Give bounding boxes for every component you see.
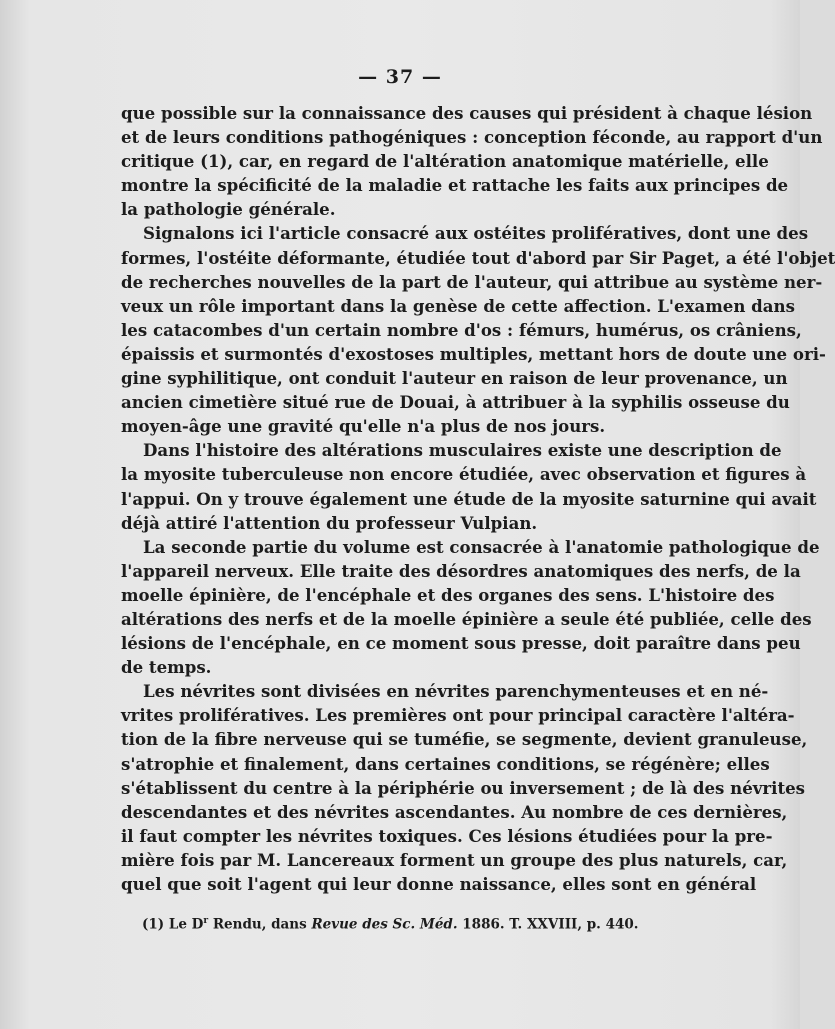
page-number: — 37 — (358, 66, 442, 88)
text-line: critique (1), car, en regard de l'altération anatomique matérielle, elle (121, 151, 769, 172)
text-line: moelle épinière, de l'encéphale et des organes des sens. L'histoire des (121, 584, 775, 605)
footnote-marker: (1) (142, 916, 165, 933)
text-line: quel que soit l'agent qui leur donne naissance, elles sont en général (121, 874, 757, 894)
text-line: épaissis et surmontés d'exostoses multiples, mettant hors de doute une ori- (121, 343, 826, 364)
text-line: il faut compter les névrites toxiques. Ces lésions étudiées pour la pre- (121, 825, 773, 846)
text-line: altérations des nerfs et de la moelle épinière a seule été publiée, celle des (121, 608, 812, 629)
text-line: descendantes et des névrites ascendantes. Au nombre de ces dernières, (121, 801, 788, 822)
text-line: déjà attiré l'attention du professeur Vulpian. (121, 512, 538, 533)
text-line: Signalons ici l'article consacré aux ostéites prolifératives, dont une des (143, 223, 809, 244)
paragraph (121, 679, 808, 896)
footnote-author: Rendu (212, 916, 262, 933)
text-line: les catacombes d'un certain nombre d'os : fémurs, humérus, os crâniens, (121, 319, 802, 340)
text-line: vrites prolifératives. Les premières ont pour principal caractère l'altéra- (121, 705, 795, 726)
paragraph (121, 535, 820, 680)
body-text (121, 101, 835, 896)
footnote-text-after: 1886. T. XXVIII, p. 440. (462, 916, 639, 933)
footnote-journal: Revue des Sc. Méd. (311, 916, 458, 933)
text-line: veux un rôle important dans la genèse de cette affection. L'examen dans (121, 295, 795, 316)
text-line: formes, l'ostéite déformante, étudiée tout d'abord par Sir Paget, a été l'objet (121, 247, 835, 268)
footnote-text-before: Le D (168, 916, 204, 933)
text-line: de temps. (121, 657, 212, 678)
text-line: Les névrites sont divisées en névrites parenchymenteuses et en né- (143, 681, 769, 702)
text-line: gine syphilitique, ont conduit l'auteur en raison de leur provenance, un (121, 368, 788, 389)
text-line: montre la spécificité de la maladie et rattache les faits aux principes de (121, 175, 789, 196)
paragraph (121, 101, 823, 221)
text-line: mière fois par M. Lancereaux forment un groupe des plus naturels, car, (121, 849, 788, 870)
footnote-text-mid: , dans (261, 916, 307, 933)
paragraph (121, 221, 835, 438)
text-line: s'atrophie et finalement, dans certaines conditions, se régénère; elles (121, 753, 770, 774)
footnote (142, 916, 702, 933)
text-line: de recherches nouvelles de la part de l'auteur, qui attribue au système ner- (121, 271, 823, 292)
text-line: s'établissent du centre à la périphérie ou inversement ; de là des névrites (121, 777, 806, 798)
text-line: Dans l'histoire des altérations musculaires existe une description de (143, 440, 782, 461)
text-line: la myosite tuberculeuse non encore étudiée, avec observation et figures à (121, 464, 807, 485)
text-line: que possible sur la connaissance des causes qui président à chaque lésion (121, 103, 813, 123)
text-line: tion de la fibre nerveuse qui se tuméfie, se segmente, devient granuleuse, (121, 729, 808, 750)
footnote-superscript: r (203, 916, 209, 926)
text-line: La seconde partie du volume est consacrée à l'anatomie pathologique de (143, 536, 820, 557)
text-line: ancien cimetière situé rue de Douai, à attribuer à la syphilis osseuse du (121, 392, 790, 413)
text-line: l'appui. On y trouve également une étude de la myosite saturnine qui avait (121, 488, 817, 509)
text-line: la pathologie générale. (121, 199, 336, 220)
text-line: lésions de l'encéphale, en ce moment sous presse, doit paraître dans peu (121, 633, 801, 654)
text-line: moyen-âge une gravité qu'elle n'a plus de nos jours. (121, 416, 606, 437)
text-line: et de leurs conditions pathogéniques : conception féconde, au rapport d'un (121, 127, 823, 148)
text-line: l'appareil nerveux. Elle traite des désordres anatomiques des nerfs, de la (121, 560, 801, 581)
paragraph (121, 438, 817, 534)
